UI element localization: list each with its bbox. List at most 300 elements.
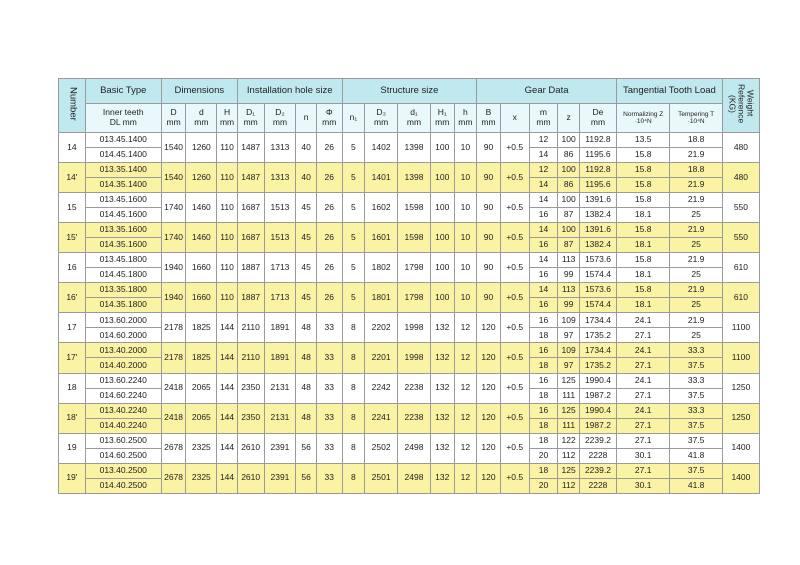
gear-De: 1391.6	[579, 223, 616, 238]
gear-z: 97	[558, 328, 580, 343]
row-number: 16'	[59, 283, 86, 313]
value-phi: 26	[316, 193, 342, 223]
value-H: 144	[217, 403, 238, 433]
row-number: 15	[59, 193, 86, 223]
weight-value: 1100	[722, 343, 759, 373]
value-d1: 1798	[398, 283, 431, 313]
value-n1: 5	[342, 163, 365, 193]
value-d: 2065	[186, 373, 217, 403]
gear-De: 1192.8	[579, 133, 616, 148]
gear-data-header: Gear Data	[477, 79, 617, 104]
gear-z: 111	[558, 388, 580, 403]
gear-m: 12	[529, 163, 558, 178]
weight-value: 550	[722, 193, 759, 223]
value-D: 1540	[161, 163, 186, 193]
gear-De: 1574.4	[579, 298, 616, 313]
load-T: 37.5	[670, 433, 722, 448]
load-Z: 15.8	[616, 163, 669, 178]
load-T: 37.5	[670, 388, 722, 403]
value-D2: 1713	[264, 283, 296, 313]
load-Z: 27.1	[616, 388, 669, 403]
value-phi: 33	[316, 433, 342, 463]
value-H1: 100	[430, 163, 454, 193]
gear-m: 16	[529, 403, 558, 418]
value-n: 48	[296, 343, 317, 373]
value-phi: 33	[316, 403, 342, 433]
value-n1: 8	[342, 343, 365, 373]
value-phi: 33	[316, 463, 342, 493]
value-B: 120	[477, 403, 501, 433]
row-number: 17'	[59, 343, 86, 373]
gear-m: 14	[529, 178, 558, 193]
value-H: 110	[217, 133, 238, 163]
value-H1: 100	[430, 193, 454, 223]
value-H1: 100	[430, 223, 454, 253]
value-D1: 2110	[237, 313, 264, 343]
type-code: 014.60.2240	[85, 388, 161, 403]
value-n: 48	[296, 373, 317, 403]
value-h: 10	[454, 283, 477, 313]
load-T: 41.8	[670, 448, 722, 463]
value-x: +0.5	[500, 133, 529, 163]
gear-De: 1382.4	[579, 208, 616, 223]
value-phi: 33	[316, 373, 342, 403]
col-m: m mm	[529, 104, 558, 133]
type-code: 014.45.1600	[85, 208, 161, 223]
col-D: D mm	[161, 104, 186, 133]
load-T: 21.9	[670, 193, 722, 208]
row-number: 19'	[59, 463, 86, 493]
value-d: 2325	[186, 433, 217, 463]
value-d1: 1998	[398, 313, 431, 343]
value-D2: 1891	[264, 313, 296, 343]
gear-z: 109	[558, 313, 580, 328]
col-D3: D₃ mm	[365, 104, 398, 133]
value-D2: 2391	[264, 463, 296, 493]
col-h: h mm	[454, 104, 477, 133]
type-code: 013.45.1800	[85, 253, 161, 268]
load-T: 18.8	[670, 133, 722, 148]
value-D3: 2202	[365, 313, 398, 343]
value-D3: 1802	[365, 253, 398, 283]
value-n1: 8	[342, 463, 365, 493]
value-d: 1660	[186, 253, 217, 283]
value-D2: 1713	[264, 253, 296, 283]
value-x: +0.5	[500, 403, 529, 433]
dimensions-header: Dimensions	[161, 79, 237, 104]
row-number: 18	[59, 373, 86, 403]
load-Z: 24.1	[616, 343, 669, 358]
value-D2: 1513	[264, 223, 296, 253]
load-T: 21.9	[670, 148, 722, 163]
type-code: 014.35.1800	[85, 298, 161, 313]
gear-De: 1382.4	[579, 238, 616, 253]
value-phi: 26	[316, 283, 342, 313]
load-Z: 30.1	[616, 478, 669, 493]
col-n1: n₁	[342, 104, 365, 133]
gear-m: 18	[529, 433, 558, 448]
gear-z: 109	[558, 343, 580, 358]
table-row	[59, 193, 760, 208]
load-Z: 15.8	[616, 148, 669, 163]
value-D1: 1487	[237, 163, 264, 193]
value-h: 10	[454, 223, 477, 253]
gear-z: 100	[558, 223, 580, 238]
value-D2: 2131	[264, 403, 296, 433]
type-code: 013.60.2240	[85, 373, 161, 388]
gear-z: 113	[558, 283, 580, 298]
value-d: 1260	[186, 133, 217, 163]
value-B: 90	[477, 283, 501, 313]
weight-value: 1400	[722, 463, 759, 493]
load-T: 37.5	[670, 358, 722, 373]
type-code: 013.60.2000	[85, 313, 161, 328]
value-B: 90	[477, 253, 501, 283]
load-Z: 24.1	[616, 403, 669, 418]
value-H: 110	[217, 163, 238, 193]
value-D2: 1313	[264, 163, 296, 193]
gear-z: 100	[558, 193, 580, 208]
gear-m: 16	[529, 268, 558, 283]
value-n: 56	[296, 463, 317, 493]
load-Z: 15.8	[616, 193, 669, 208]
value-d1: 1398	[398, 163, 431, 193]
value-H: 144	[217, 463, 238, 493]
value-d1: 1598	[398, 193, 431, 223]
value-H1: 100	[430, 253, 454, 283]
value-D2: 1313	[264, 133, 296, 163]
load-T: 33.3	[670, 373, 722, 388]
row-number: 15'	[59, 223, 86, 253]
value-x: +0.5	[500, 343, 529, 373]
col-H: H mm	[217, 104, 238, 133]
type-code: 014.40.2500	[85, 478, 161, 493]
type-code: 014.60.2500	[85, 448, 161, 463]
value-d1: 2498	[398, 433, 431, 463]
value-D1: 2350	[237, 373, 264, 403]
value-H: 110	[217, 193, 238, 223]
load-Z: 18.1	[616, 238, 669, 253]
type-code: 013.40.2000	[85, 343, 161, 358]
value-n: 45	[296, 223, 317, 253]
value-d1: 2238	[398, 373, 431, 403]
value-x: +0.5	[500, 163, 529, 193]
row-number: 19	[59, 433, 86, 463]
value-D1: 1487	[237, 133, 264, 163]
gear-m: 20	[529, 478, 558, 493]
gear-De: 2228	[579, 478, 616, 493]
value-n1: 5	[342, 133, 365, 163]
value-D3: 1601	[365, 223, 398, 253]
gear-m: 20	[529, 448, 558, 463]
gear-z: 100	[558, 163, 580, 178]
load-Z: 15.8	[616, 178, 669, 193]
row-number: 14'	[59, 163, 86, 193]
gear-m: 18	[529, 388, 558, 403]
value-B: 90	[477, 163, 501, 193]
value-H: 144	[217, 313, 238, 343]
value-D1: 2110	[237, 343, 264, 373]
gear-De: 1987.2	[579, 418, 616, 433]
value-D1: 1887	[237, 283, 264, 313]
table-row	[59, 343, 760, 358]
value-D3: 1602	[365, 193, 398, 223]
value-n1: 5	[342, 193, 365, 223]
load-T: 33.3	[670, 343, 722, 358]
table-row	[59, 253, 760, 268]
value-D: 1740	[161, 223, 186, 253]
value-D: 1740	[161, 193, 186, 223]
col-De: De mm	[579, 104, 616, 133]
value-n: 45	[296, 193, 317, 223]
value-h: 12	[454, 463, 477, 493]
gear-De: 1573.6	[579, 283, 616, 298]
value-D2: 1891	[264, 343, 296, 373]
header-row-groups	[59, 79, 760, 104]
value-d1: 2238	[398, 403, 431, 433]
value-D: 1940	[161, 283, 186, 313]
value-D3: 1401	[365, 163, 398, 193]
number-header: Number	[59, 79, 86, 133]
gear-z: 87	[558, 238, 580, 253]
weight-value: 1250	[722, 403, 759, 433]
value-B: 120	[477, 433, 501, 463]
gear-m: 16	[529, 313, 558, 328]
weight-value: 1400	[722, 433, 759, 463]
value-D: 2678	[161, 463, 186, 493]
value-d: 1660	[186, 283, 217, 313]
gear-m: 16	[529, 208, 558, 223]
value-B: 120	[477, 463, 501, 493]
value-D3: 2502	[365, 433, 398, 463]
value-x: +0.5	[500, 313, 529, 343]
load-Z: 18.1	[616, 298, 669, 313]
value-D3: 2501	[365, 463, 398, 493]
load-Z: 27.1	[616, 328, 669, 343]
value-H: 144	[217, 433, 238, 463]
value-h: 10	[454, 253, 477, 283]
value-h: 10	[454, 133, 477, 163]
gear-De: 1574.4	[579, 268, 616, 283]
header-row-units	[59, 104, 760, 133]
gear-z: 125	[558, 373, 580, 388]
table-row	[59, 223, 760, 238]
gear-m: 16	[529, 298, 558, 313]
gear-z: 113	[558, 253, 580, 268]
value-D: 2418	[161, 373, 186, 403]
tangential-header: Tangential Tooth Load	[616, 79, 722, 104]
value-H1: 132	[430, 313, 454, 343]
table-row	[59, 283, 760, 298]
value-d: 1825	[186, 343, 217, 373]
table-row	[59, 403, 760, 418]
gear-m: 14	[529, 253, 558, 268]
gear-De: 1735.2	[579, 328, 616, 343]
row-number: 16	[59, 253, 86, 283]
value-H1: 132	[430, 343, 454, 373]
value-H1: 100	[430, 283, 454, 313]
type-code: 013.35.1600	[85, 223, 161, 238]
gear-z: 86	[558, 148, 580, 163]
value-H: 144	[217, 373, 238, 403]
value-B: 90	[477, 223, 501, 253]
value-n1: 8	[342, 403, 365, 433]
type-code: 014.45.1800	[85, 268, 161, 283]
value-D1: 2350	[237, 403, 264, 433]
col-d1: d₁ mm	[398, 104, 431, 133]
load-Z: 27.1	[616, 358, 669, 373]
load-T: 25	[670, 238, 722, 253]
col-x: x	[500, 104, 529, 133]
value-d1: 1598	[398, 223, 431, 253]
gear-De: 1734.4	[579, 313, 616, 328]
gear-De: 1573.6	[579, 253, 616, 268]
load-T: 25	[670, 208, 722, 223]
weight-value: 610	[722, 253, 759, 283]
value-d: 1260	[186, 163, 217, 193]
value-H1: 100	[430, 133, 454, 163]
gear-z: 125	[558, 463, 580, 478]
table-row	[59, 163, 760, 178]
gear-De: 1987.2	[579, 388, 616, 403]
value-h: 12	[454, 343, 477, 373]
gear-De: 2228	[579, 448, 616, 463]
value-n1: 8	[342, 313, 365, 343]
type-code: 013.45.1600	[85, 193, 161, 208]
value-n: 45	[296, 283, 317, 313]
load-T: 21.9	[670, 253, 722, 268]
value-B: 120	[477, 343, 501, 373]
weight-header: Weight Reference (KG)	[722, 79, 759, 133]
col-H1: H₁ mm	[430, 104, 454, 133]
gear-De: 1735.2	[579, 358, 616, 373]
installation-header: Installation hole size	[237, 79, 342, 104]
load-T: 18.8	[670, 163, 722, 178]
load-T: 25	[670, 268, 722, 283]
load-T: 21.9	[670, 223, 722, 238]
gear-z: 87	[558, 208, 580, 223]
gear-z: 111	[558, 418, 580, 433]
gear-De: 1990.4	[579, 403, 616, 418]
load-T: 25	[670, 328, 722, 343]
value-D3: 1402	[365, 133, 398, 163]
gear-z: 125	[558, 403, 580, 418]
value-D: 2178	[161, 343, 186, 373]
value-d1: 1798	[398, 253, 431, 283]
load-Z: 27.1	[616, 418, 669, 433]
load-Z: 18.1	[616, 208, 669, 223]
value-d: 1460	[186, 193, 217, 223]
value-x: +0.5	[500, 433, 529, 463]
value-n: 40	[296, 163, 317, 193]
gear-z: 97	[558, 358, 580, 373]
value-D2: 2131	[264, 373, 296, 403]
gear-m: 18	[529, 358, 558, 373]
value-n: 45	[296, 253, 317, 283]
value-d1: 1398	[398, 133, 431, 163]
value-D: 1540	[161, 133, 186, 163]
value-n1: 8	[342, 373, 365, 403]
gear-De: 2239.2	[579, 433, 616, 448]
col-D2: D₂ mm	[264, 104, 296, 133]
value-D3: 1801	[365, 283, 398, 313]
value-H: 110	[217, 253, 238, 283]
value-phi: 26	[316, 253, 342, 283]
value-x: +0.5	[500, 463, 529, 493]
load-Z: 15.8	[616, 223, 669, 238]
value-n1: 5	[342, 283, 365, 313]
type-code: 013.60.2500	[85, 433, 161, 448]
value-D: 1940	[161, 253, 186, 283]
type-code: 014.35.1600	[85, 238, 161, 253]
col-n: n	[296, 104, 317, 133]
load-Z: 18.1	[616, 268, 669, 283]
value-phi: 33	[316, 343, 342, 373]
weight-value: 550	[722, 223, 759, 253]
gear-m: 18	[529, 418, 558, 433]
value-H1: 132	[430, 433, 454, 463]
weight-value: 1100	[722, 313, 759, 343]
col-D1: D₁ mm	[237, 104, 264, 133]
value-D1: 2610	[237, 463, 264, 493]
value-h: 12	[454, 373, 477, 403]
value-n: 48	[296, 403, 317, 433]
gear-De: 1734.4	[579, 343, 616, 358]
value-H: 144	[217, 343, 238, 373]
value-B: 90	[477, 133, 501, 163]
load-Z: 24.1	[616, 373, 669, 388]
gear-m: 18	[529, 463, 558, 478]
gear-De: 2239.2	[579, 463, 616, 478]
value-n: 48	[296, 313, 317, 343]
value-H: 110	[217, 223, 238, 253]
value-D3: 2242	[365, 373, 398, 403]
value-h: 10	[454, 193, 477, 223]
gear-De: 1192.8	[579, 163, 616, 178]
weight-value: 480	[722, 133, 759, 163]
value-d: 1825	[186, 313, 217, 343]
value-x: +0.5	[500, 253, 529, 283]
type-code: 014.45.1400	[85, 148, 161, 163]
table-row	[59, 313, 760, 328]
value-D1: 1687	[237, 223, 264, 253]
load-T: 33.3	[670, 403, 722, 418]
value-H1: 132	[430, 373, 454, 403]
value-D3: 2201	[365, 343, 398, 373]
gear-z: 86	[558, 178, 580, 193]
load-Z: 15.8	[616, 283, 669, 298]
value-x: +0.5	[500, 373, 529, 403]
load-T: 21.9	[670, 283, 722, 298]
type-code: 014.40.2000	[85, 358, 161, 373]
gear-z: 100	[558, 133, 580, 148]
gear-m: 12	[529, 133, 558, 148]
gear-z: 122	[558, 433, 580, 448]
value-x: +0.5	[500, 193, 529, 223]
load-T: 41.8	[670, 478, 722, 493]
col-tempering: Tempering T ·10⁴N	[670, 104, 722, 133]
load-Z: 30.1	[616, 448, 669, 463]
value-D: 2418	[161, 403, 186, 433]
value-phi: 26	[316, 163, 342, 193]
col-normalizing: Normalizing Z ·10⁴N	[616, 104, 669, 133]
value-d1: 2498	[398, 463, 431, 493]
gear-m: 16	[529, 238, 558, 253]
col-phi: Φ mm	[316, 104, 342, 133]
value-phi: 33	[316, 313, 342, 343]
value-D: 2678	[161, 433, 186, 463]
structure-header: Structure size	[342, 79, 477, 104]
